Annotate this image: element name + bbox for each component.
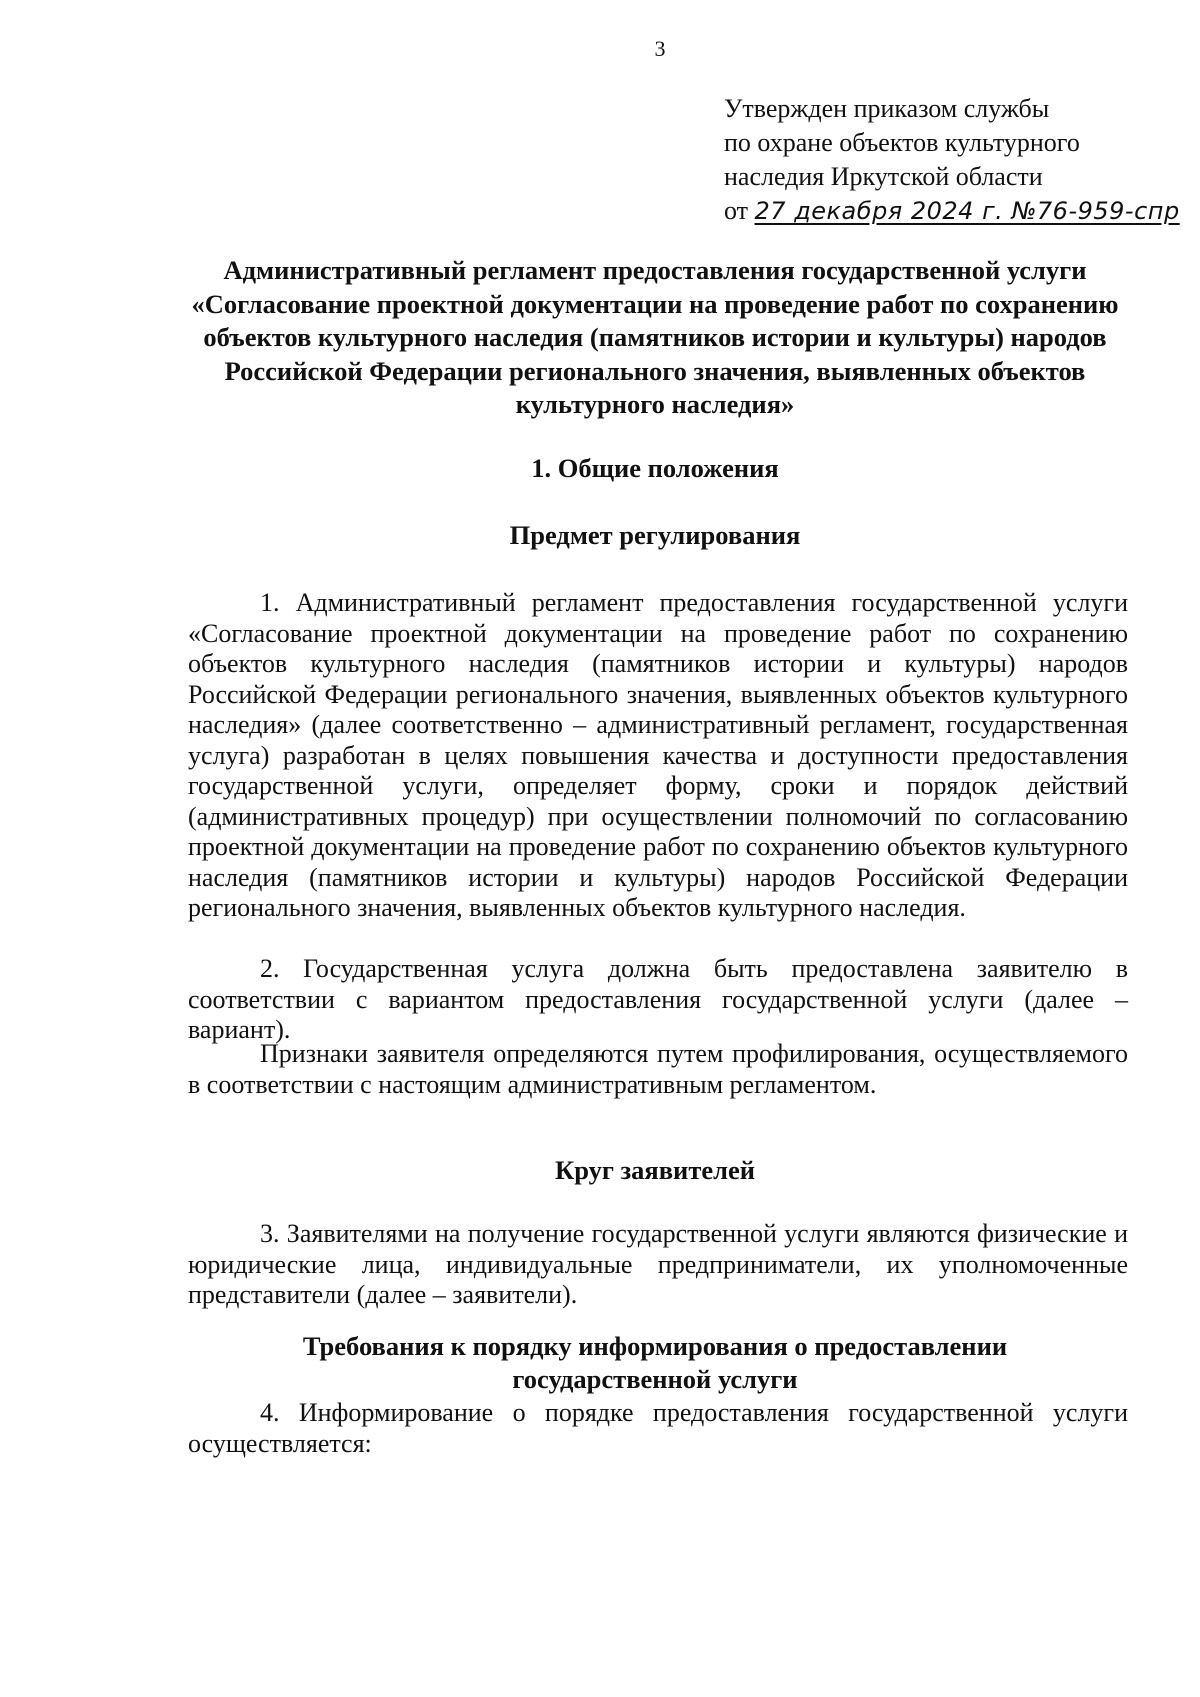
paragraph-3: 3. Заявителями на получение государственной услуги являются физические и юридические лица, индивидуальные предприниматели, их уполномоченные представители (далее – заявители).: [188, 1219, 1128, 1309]
approval-line-1: Утвержден приказом службы: [724, 94, 1050, 123]
subsection-heading-subject: Предмет регулирования: [509, 520, 801, 550]
approval-line-3: наследия Иркутской области: [724, 162, 1043, 191]
paragraph-4: 4. Информирование о порядке предоставления государственной услуги осуществляется:: [188, 1398, 1128, 1458]
page-number: 3: [654, 36, 666, 61]
subsection-heading-informing: Требования к порядку информирования о предоставлении государственной услуги: [302, 1331, 1008, 1394]
paragraph-2-features: Признаки заявителя определяются путем профилирования, осуществляемого в соответствии с настоящим административным регламентом.: [188, 1039, 1128, 1099]
document-title: Административный регламент предоставления государственной услуги «Согласование проектной документации на проведение работ по сохранению объектов культурного наследия (памятников истории и культуры) народов Российской Федерации регионального значения, выявленных объектов культурного наследия»: [191, 255, 1119, 419]
approval-stamp: [724, 92, 1180, 228]
paragraph-1: 1. Административный регламент предоставления государственной услуги «Согласование проектной документации на проведение работ по сохранению объектов культурного наследия (памятников истории и культуры) народов Российской Федерации регионального значения, выявленных объектов культурного наследия» (далее соответственно – административный регламент, государственная услуга) разработан в целях повышения качества и доступности предоставления государственной услуги, определяет форму, сроки и порядок действий (административных процедур) при осуществлении полномочий по согласованию проектной документации на проведение работ по сохранению объектов культурного наследия (памятников истории и культуры) народов Российской Федерации регионального значения, выявленных объектов культурного наследия.: [188, 588, 1128, 922]
subsection-heading-applicants: Круг заявителей: [554, 1155, 755, 1185]
approval-date-handwritten: 27 декабря 2024 г. №76-959-спр: [754, 197, 1180, 225]
approval-date-prefix: от: [724, 196, 749, 225]
approval-line-2: по охране объектов культурного: [724, 128, 1080, 157]
paragraph-2: 2. Государственная услуга должна быть предоставлена заявителю в соответствии с вариантом предоставления государственной услуги (далее – вариант).: [188, 954, 1128, 1044]
section-heading: 1. Общие положения: [531, 453, 779, 483]
approval-date-line: [724, 194, 1180, 228]
